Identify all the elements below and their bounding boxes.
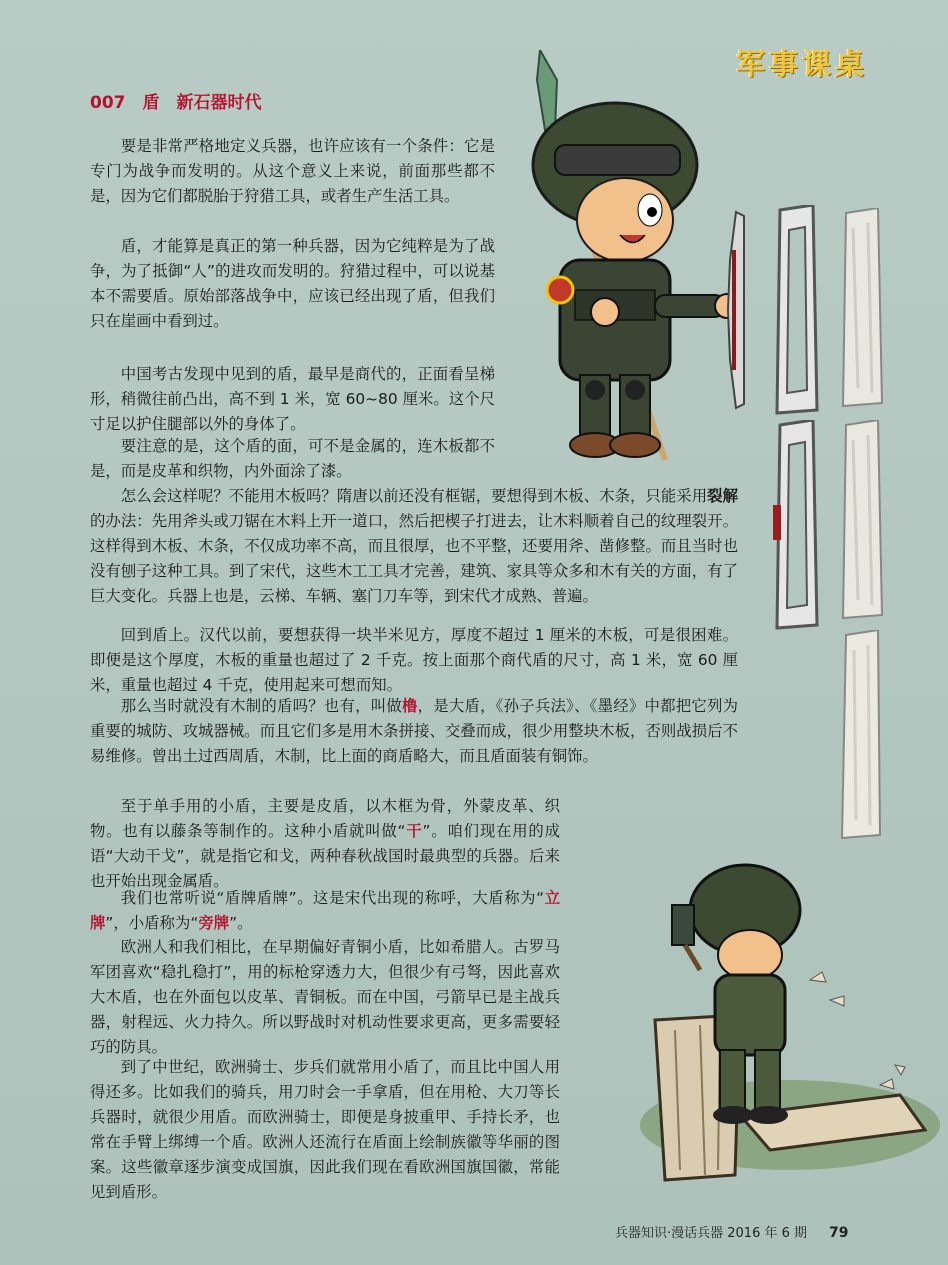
paragraph-text: 欧洲人和我们相比，在早期偏好青铜小盾，比如希腊人。古罗马军团喜欢“稳扎稳打”，用的标枪穿透力大，但很少有弓弩，因此喜欢大木盾，也在外面包以皮革、青铜板。而在中国，弓箭早已是主战兵器，射程远、火力持久。所以野战时对机动性要求更高，更多需要轻巧的防具。 bbox=[90, 938, 560, 1056]
paragraph bbox=[90, 886, 560, 936]
page-number: 79 bbox=[829, 1225, 849, 1241]
paragraph-text: 到了中世纪，欧洲骑士、步兵们就常用小盾了，而且比中国人用得还多。比如我们的骑兵，用刀时会一手拿盾，但在用枪、大刀等长兵器时，就很少用盾。而欧洲骑士，即便是身披重甲、手持长矛，也常在手臂上绑缚一个盾。欧洲人还流行在盾面上绘制族徽等华丽的图案。这些徽章逐步演变成国旗，因此我们现在看欧洲国旗国徽，常能见到盾形。 bbox=[90, 1058, 560, 1201]
shield-cloth-illustration-2 bbox=[838, 420, 888, 620]
paragraph-text: 怎么会这样呢？不能用木板吗？隋唐以前还没有框锯，要想得到木板、木条，只能采用 bbox=[120, 487, 708, 505]
paragraph-text: ”。咱们现在用的成语“大动干戈”，就是指它和戈，两种春秋战国时最典型的兵器。后来也开始出现金属盾。 bbox=[90, 822, 560, 890]
paragraph bbox=[90, 623, 738, 698]
highlighted-term: 干 bbox=[405, 822, 423, 840]
magazine-info: 兵器知识·漫话兵器 2016 年 6 期 bbox=[615, 1226, 808, 1241]
paragraph-text: 盾，才能算是真正的第一种兵器，因为它纯粹是为了战争，为了抵御“人”的进攻而发明的。狩猎过程中，可以说基本不需要盾。原始部落战争中，应该已经出现了盾，但我们只在崖画中看到过。 bbox=[90, 237, 495, 330]
paragraph bbox=[90, 694, 738, 769]
paragraph bbox=[90, 1055, 560, 1205]
page-footer bbox=[615, 1222, 849, 1241]
paragraph-text: ”，小盾称为“ bbox=[105, 914, 199, 932]
shield-side-view bbox=[718, 210, 748, 410]
highlighted-term: 橹 bbox=[402, 697, 418, 715]
paragraph-text: 至于单手用的小盾，主要是皮盾，以木框为骨，外蒙皮革、织物。也有以藤条等制作的。这种小盾就叫做“ bbox=[90, 797, 560, 840]
paragraph-text: 回到盾上。汉代以前，要想获得一块半米见方，厚度不超过 1 厘米的木板，可是很困难。即便是这个厚度，木板的重量也超过了 2 千克。按上面那个商代盾的尺寸，高 1 米，宽 60 厘米，重量也超过 4 千克，使用起来可想而知。 bbox=[90, 626, 738, 694]
paragraph-text: ”。 bbox=[229, 914, 253, 932]
highlighted-term: 立牌 bbox=[90, 889, 560, 932]
paragraph-text: 要是非常严格地定义兵器，也许应该有一个条件：它是专门为战争而发明的。从这个意义上来说，前面那些都不是，因为它们都脱胎于狩猎工具，或者生产生活工具。 bbox=[90, 137, 495, 205]
paragraph bbox=[90, 362, 495, 437]
paragraph bbox=[90, 935, 560, 1060]
paragraph-text: 要注意的是，这个盾的面，可不是金属的，连木板都不是，而是皮革和织物，内外面涂了漆。 bbox=[90, 437, 495, 480]
shield-leather-illustration bbox=[836, 630, 886, 840]
wood-splitting-illustration bbox=[600, 850, 940, 1200]
paragraph bbox=[90, 794, 560, 894]
paragraph-text: 我们也常听说“盾牌盾牌”。这是宋代出现的称呼，大盾称为“ bbox=[120, 889, 545, 907]
paragraph bbox=[90, 134, 495, 209]
highlighted-term: 裂解 bbox=[707, 487, 738, 505]
highlighted-term: 旁牌 bbox=[198, 914, 230, 932]
paragraph-text: 中国考古发现中见到的盾，最早是商代的，正面看呈梯形，稍微往前凸出，高不到 1 米，宽 60~80 厘米。这个尺寸足以护住腿部以外的身体了。 bbox=[90, 365, 495, 433]
section-tag: 军事课桌 bbox=[735, 47, 868, 81]
shield-frame-red-illustration bbox=[765, 420, 825, 630]
paragraph bbox=[90, 434, 495, 484]
paragraph-text: 的办法：先用斧头或刀锯在木料上开一道口，然后把楔子打进去，让木料顺着自己的纹理裂开。这样得到木板、木条，不仅成功率不高，而且很厚，也不平整，还要用斧、凿修整。而且当时也没有刨子这种工具。到了宋代，这些木工工具才完善，建筑、家具等众多和木有关的方面，有了巨大变化。兵器上也是，云梯、车辆、塞门刀车等，到宋代才成熟、普遍。 bbox=[90, 512, 738, 605]
shield-cloth-illustration bbox=[838, 208, 888, 408]
paragraph-text: ，是大盾，《孙子兵法》、《墨经》中都把它列为重要的城防、攻城器械。而且它们多是用木条拼接、交叠而成，很少用整块木板，否则战损后不易维修。曾出土过西周盾，木制，比上面的商盾略大，而且盾面装有铜饰。 bbox=[90, 697, 738, 765]
paragraph bbox=[90, 484, 738, 609]
paragraph-text: 那么当时就没有木制的盾吗？也有，叫做 bbox=[120, 697, 402, 715]
article-title: 007 盾 新石器时代 bbox=[90, 93, 262, 113]
shield-frame-illustration bbox=[765, 205, 825, 415]
paragraph bbox=[90, 234, 495, 334]
